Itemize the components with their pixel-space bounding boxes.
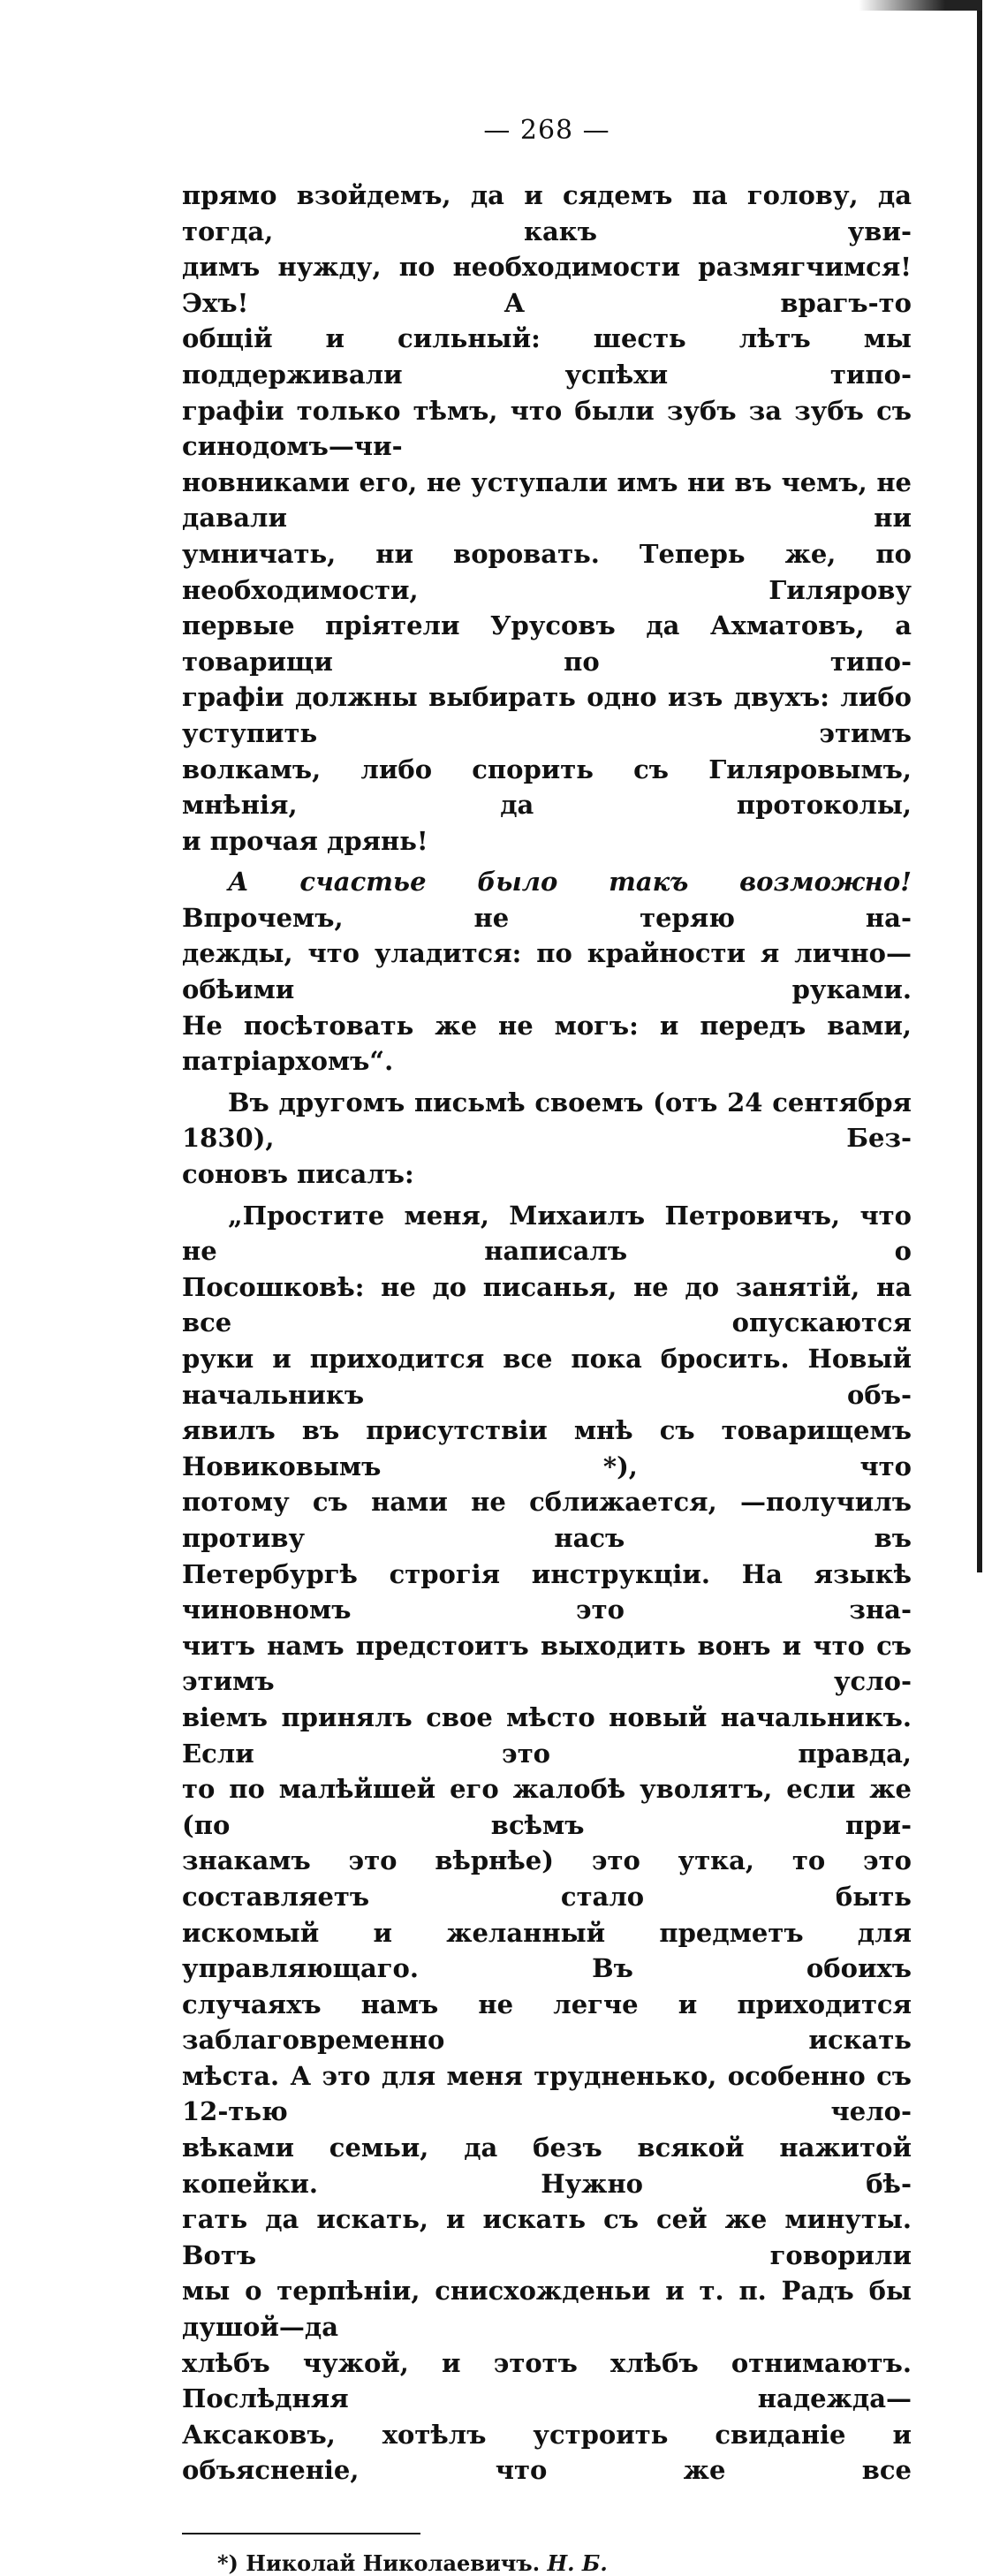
text-line: искомый и желанный предметъ для управляющаго. Въ обоихъ <box>182 1917 912 1984</box>
text-line: случаяхъ намъ не легче и приходится заблаговременно искать <box>182 1989 912 2056</box>
text-line: Въ другомъ письмѣ своемъ (отъ 24 сентября 1830), Без- <box>182 1087 912 1154</box>
paragraph-2 <box>182 864 912 1080</box>
text-line: волкамъ, либо спорить съ Гиляровымъ, мнѣнія, да протоколы, <box>182 754 912 821</box>
paragraph-1 <box>182 178 912 859</box>
text-line: дежды, что уладится: по крайности я лично—обѣими руками. <box>182 938 912 1005</box>
footnote-divider <box>182 2533 420 2534</box>
text-line: графіи только тѣмъ, что были зубъ за зубъ съ синодомъ—чи- <box>182 395 912 462</box>
text-line: потому съ нами не сближается, —получилъ противу насъ въ <box>182 1487 912 1553</box>
text-line: Аксаковъ, хотѣлъ устроить свиданіе и объясненіе, что же все <box>182 2419 912 2486</box>
footnote <box>217 2550 912 2576</box>
text-line: „Простите меня, Михаилъ Петровичъ, что не написалъ о <box>182 1200 912 1267</box>
page-corner-shadow <box>859 0 982 11</box>
text-line: мы о терпѣніи, снисхожденьи и т. п. Радъ бы душой—да <box>182 2276 912 2343</box>
text-line: общій и сильный: шесть лѣтъ мы поддерживали успѣхи типо- <box>182 323 912 390</box>
text-span: Впрочемъ, не теряю на- <box>182 902 912 933</box>
book-page <box>182 97 912 2576</box>
text-line: графіи должны выбирать одно изъ двухъ: либо уступить этимъ <box>182 682 912 748</box>
page-number: — 268 — <box>483 115 610 146</box>
text-line: умничать, ни воровать. Теперь же, по необходимости, Гилярову <box>182 538 912 605</box>
text-line: руки и приходится все пока бросить. Новый начальникъ объ- <box>182 1344 912 1410</box>
footnote-text: *) Николай Николаевичъ. <box>217 2550 541 2576</box>
paragraph-3 <box>182 1085 912 1193</box>
text-line: мѣста. А это для меня трудненько, особенно съ 12-тью чело- <box>182 2060 912 2127</box>
text-line: димъ нужду, по необходимости размягчимся! Эхъ! А врагъ-то <box>182 252 912 318</box>
text-line: Посошковѣ: не до писанья, не до занятій, на все опускаются <box>182 1271 912 1338</box>
text-line: то по малѣйшей его жалобѣ уволятъ, если же (по всѣмъ при- <box>182 1774 912 1840</box>
text-line: первые пріятели Урусовъ да Ахматовъ, а товарищи по типо- <box>182 610 912 677</box>
text-line: Петербургѣ строгія инструкціи. На языкѣ чиновномъ это зна- <box>182 1558 912 1625</box>
text-line: гать да искать, и искать съ сей же минуты. Вотъ говорили <box>182 2204 912 2270</box>
text-line: прямо взойдемъ, да и сядемъ па голову, да тогда, какъ уви- <box>182 180 912 246</box>
italic-quote: А счастье было такъ возможно! <box>228 867 912 898</box>
text-line: соновъ писалъ: <box>182 1159 414 1190</box>
paragraph-4 <box>182 1198 912 2489</box>
text-line: явилъ въ присутствіи мнѣ съ товарищемъ Новиковымъ *), что <box>182 1415 912 1481</box>
text-line: читъ намъ предстоитъ выходить вонъ и что съ этимъ усло- <box>182 1630 912 1697</box>
text-line: знакамъ это вѣрнѣе) это утка, то это составляетъ стало быть <box>182 1845 912 1912</box>
text-line: віемъ принялъ свое мѣсто новый начальникъ. Если это правда, <box>182 1701 912 1769</box>
page-edge-shadow <box>977 0 982 1572</box>
text-line: и прочая дрянь! <box>182 825 428 856</box>
text-line: хлѣбъ чужой, и этотъ хлѣбъ отнимаютъ. Послѣдняя надежда— <box>182 2347 912 2414</box>
footnote-initials: Н. Б. <box>547 2550 608 2576</box>
text-line <box>182 864 912 936</box>
text-line: Не посѣтовать же не могъ: и передъ вами, патріархомъ“. <box>182 1010 912 1077</box>
text-line: вѣками семьи, да безъ всякой нажитой копейки. Нужно бѣ- <box>182 2133 912 2199</box>
text-line: новниками его, не уступали имъ ни въ чемъ, не давали ни <box>182 466 912 534</box>
